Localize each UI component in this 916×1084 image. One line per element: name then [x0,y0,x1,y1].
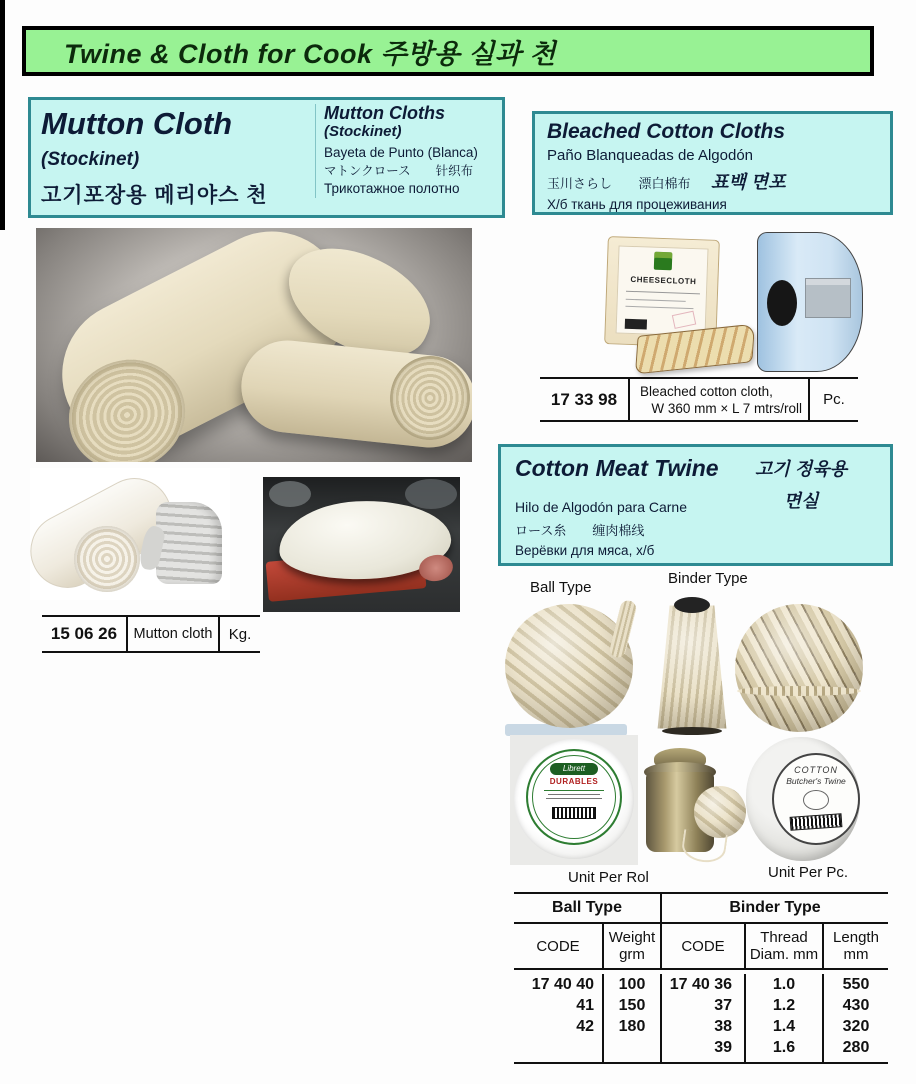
mutton-cloths-subtitle: (Stockinet) [324,123,402,140]
bleached-cotton-code-table [540,377,858,422]
librett-barcode [552,807,596,819]
col-header-length-line2: mm [843,946,869,963]
cheesecloth-label-line [626,299,686,302]
twine-korean-line2: 면실 [783,491,819,511]
twine-tin-ball [694,786,746,838]
wrapped-ball-label [772,753,860,845]
col-header-thread [744,924,822,968]
librett-fineprint-line [544,790,604,791]
librett-label [526,749,622,845]
cell-thread-3: 1.6 [772,1039,796,1056]
white-roll-end-spiral [74,526,140,592]
cheesecloth-label [616,245,709,336]
mutton-cloths-japanese-chinese: マトンクロース 针织布 [324,164,474,178]
bleached-cotton-japanese: 玉川さらし [547,176,613,191]
mutton-cloths-title-en: Mutton Cloths [324,103,445,123]
mutton-cloth-box-left [41,106,309,209]
wrapped-twine-ball-photo [746,735,864,865]
group-header-ball-type-text: Ball Type [552,899,622,916]
bleached-desc-cell [628,379,810,420]
bleached-desc-line1: Bleached cotton cloth, [640,383,773,399]
bleached-cotton-box [532,111,893,215]
ball-type-label: Ball Type [530,579,592,596]
bleached-code-cell [540,379,628,420]
unit-per-rol-label: Unit Per Rol [568,869,649,886]
librett-brand: Librett [562,764,586,773]
mutton-desc: Mutton cloth [133,626,213,642]
twine-cone-photo [652,597,732,737]
data-col-code-ball [514,974,602,1062]
page-title-text: Twine & Cloth for Cook 주방용 실과 천 [64,38,556,69]
wrapped-label-butchers: Butcher's Twine [786,776,846,786]
mutton-cloth-box-right [315,104,501,198]
bleached-cotton-cjk-line [547,168,878,194]
twine-size-table [514,892,888,1064]
twine-tin-photo [642,748,746,866]
col-header-code-binder-text: CODE [681,937,725,955]
cell-length-1: 430 [842,997,870,1014]
kitchen-pot-shape [269,481,311,507]
twine-title: Cotton Meat Twine [515,455,719,481]
mutton-unit-cell [220,617,260,651]
mutton-cloth-photo [36,228,472,462]
table-column-header-row [514,924,888,970]
col-header-weight-line2: grm [619,946,645,963]
librett-brand-pill [550,763,598,775]
twine-cone-bottom [662,727,722,735]
bleached-unit: Pc. [823,391,845,408]
scan-edge-artifact [0,0,5,230]
librett-fineprint-line [548,794,600,795]
bleached-cotton-title: Bleached Cotton Cloths [547,120,786,143]
mutton-cloth-title: Mutton Cloth [41,106,233,141]
gray-roll-body [156,502,222,584]
cheesecloth-label-line [626,291,700,295]
cell-weight-0: 100 [618,976,646,993]
cell-weight-1: 150 [618,997,646,1014]
twine-title-korean [726,455,876,513]
mutton-cloth-subtitle: (Stockinet) [41,149,140,170]
col-header-thread-line2: Diam. mm [749,946,819,963]
data-col-thread [744,974,822,1062]
col-header-length-line1: Length [833,929,879,946]
twine-ball-photo-1 [503,600,648,736]
wrapped-label-cotton: COTTON [794,765,838,775]
mutton-cloth-korean: 고기포장용 메리야스 천 [41,184,268,207]
cell-weight-2: 180 [618,1018,646,1035]
twine-japanese-chinese: ロース糸 缠肉棉线 [515,523,645,538]
col-header-weight-line1: Weight [608,929,656,946]
bleached-cotton-korean: 표백 면포 [710,172,786,192]
group-header-ball-type [514,894,660,922]
data-col-length [822,974,888,1062]
bleached-desc-line2: W 360 mm × L 7 mtrs/roll [651,400,802,416]
cell-code-ball-0: 17 40 40 [531,976,594,993]
cotton-meat-twine-box [498,444,893,566]
librett-durables: DURABLES [549,777,599,786]
cheesecloth-package-photo [598,238,758,372]
table-data-rows [514,970,888,1064]
col-header-code-ball-text: CODE [536,937,580,955]
mutton-desc-cell [126,617,220,651]
col-header-code-ball [514,924,602,968]
wrapped-label-barcode [790,813,843,831]
cell-code-ball-2: 42 [576,1018,594,1035]
librett-twine-photo [510,735,638,865]
col-header-code-binder [660,924,744,968]
twine-russian: Верёвки для мяса, х/б [515,543,655,558]
mutton-unit: Kg. [228,625,252,643]
twine-ball-1 [505,604,633,728]
mutton-code-cell [42,617,126,651]
cheesecloth-label-line [625,306,693,309]
twine-korean-line1: 고기 정육용 [755,459,847,479]
blue-roll-core-hole [767,280,797,326]
page-title [22,26,874,76]
bleached-cotton-chinese: 漂白棉布 [638,176,691,191]
cell-length-3: 280 [842,1039,870,1056]
cell-code-binder-3: 39 [714,1039,732,1056]
twine-strand [680,829,728,865]
bleached-cotton-russian: Х/б ткань для процеживания [547,197,727,212]
twine-ball-2-band [737,686,861,696]
blue-roll-photo [757,232,863,372]
cell-code-ball-1: 41 [576,997,594,1014]
twine-ball-photo-2 [735,604,863,732]
bleached-code: 17 33 98 [550,389,618,409]
bleached-cotton-spanish: Paño Blanqueadas de Algodón [547,147,754,164]
cheesecloth-label-barcode [625,319,647,330]
cell-thread-2: 1.4 [772,1018,796,1035]
table-group-header-row [514,892,888,924]
binder-type-label: Binder Type [668,570,748,587]
cell-code-binder-1: 37 [714,997,732,1014]
group-header-binder-type-text: Binder Type [729,899,821,916]
kitchen-pot-shape [405,479,457,509]
blue-roll-label [805,278,851,318]
wrapped-label-seal [803,790,829,810]
mutton-cloths-russian: Трикотажное полотно [324,181,460,196]
cell-length-2: 320 [842,1018,870,1035]
cell-thread-0: 1.0 [772,976,796,993]
cell-code-binder-0: 17 40 36 [669,976,732,993]
group-header-binder-type [660,894,888,922]
cell-thread-1: 1.2 [772,997,796,1014]
cell-code-binder-2: 38 [714,1018,732,1035]
data-col-code-binder [660,974,744,1062]
mutton-code: 15 06 26 [50,624,118,643]
cheesecloth-label-title: CHEESECLOTH [630,274,697,287]
mutton-rolls-photo [30,468,230,600]
twine-cone-top-cap [674,597,710,613]
wrapped-meat-photo [263,477,460,612]
data-col-weight [602,974,660,1062]
col-header-length [822,924,888,968]
col-header-thread-line1: Thread [760,929,808,946]
twine-cone-body [652,603,732,731]
unit-per-pc-label: Unit Per Pc. [768,864,849,881]
cell-length-0: 550 [842,976,870,993]
twine-spanish: Hilo de Algodón para Carne [515,499,688,515]
col-header-weight [602,924,660,968]
mutton-cloths-spanish: Bayeta de Punto (Blanca) [324,145,478,160]
cheesecloth-logo-icon [654,252,673,271]
librett-fineprint-line [546,798,602,799]
bleached-unit-cell [810,379,858,420]
mutton-cloth-box [28,97,505,218]
cheesecloth-label-stamp [672,311,696,329]
mutton-cloth-code-table [42,615,260,653]
twine-ball-2 [735,604,863,732]
